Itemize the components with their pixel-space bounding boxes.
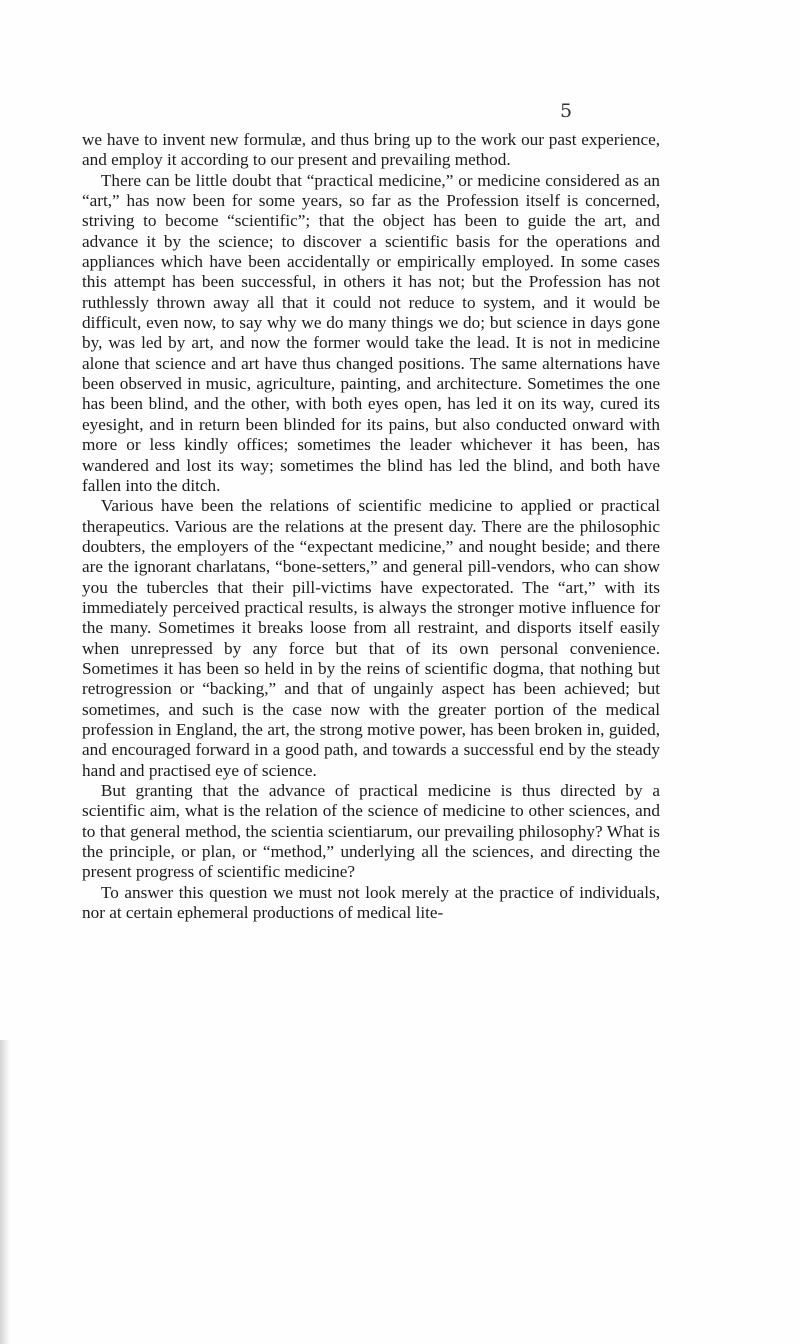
page-number: 5 xyxy=(560,100,573,122)
paragraph-continuation: we have to invent new formulæ, and thus bring up to the work our past experience, and employ it according to our present and prevailing method. xyxy=(82,130,660,170)
body-text xyxy=(82,130,660,923)
binding-shadow xyxy=(0,1040,10,1344)
paragraph-relations: Various have been the relations of scientific medicine to applied or practical therapeutics. Various are the relations at the present day. There are the philosophic doubters, the employers of the “expectant medicine,” and nought beside; and there are the ignorant charlatans, “bone-setters,” and general pill-vendors, who can show you the tubercles that their pill-victims have expectorated. The “art,” with its immediately perceived practical results, is always the stronger motive influence for the many. Sometimes it breaks loose from all restraint, and disports itself easily when unrepressed by any force but that of its own personal convenience. Sometimes it has been so held in by the reins of scientific dogma, that nothing but retrogression or “backing,” and that of ungainly aspect has been achieved; but sometimes, and such is the case now with the greater portion of the medical profession in England, the art, the strong motive power, has been broken in, guided, and encouraged forward in a good path, and towards a successful end by the steady hand and practised eye of science. xyxy=(82,496,660,780)
paragraph-practical-medicine: There can be little doubt that “practical medicine,” or medicine considered as an “art,” has now been for some years, so far as the Profession itself is concerned, striving to become “scientific”; that the object has been to guide the art, and advance it by the science; to discover a scientific basis for the operations and appliances which have been accidentally or empirically employed. In some cases this attempt has been successful, in others it has not; but the Profession has not ruthlessly thrown away all that it could not reduce to system, and it would be difficult, even now, to say why we do many things we do; but science in days gone by, was led by art, and now the former would take the lead. It is not in medicine alone that science and art have thus changed positions. The same alternations have been observed in music, agriculture, painting, and architecture. Sometimes the one has been blind, and the other, with both eyes open, has led it on its way, cured its eyesight, and in return been blinded for its pains, but also conducted onward with more or less kindly offices; sometimes the leader whichever it has been, has wandered and lost its way; sometimes the blind has led the blind, and both have fallen into the ditch. xyxy=(82,170,660,495)
paragraph-answer: To answer this question we must not look merely at the practice of individuals, nor at certain ephemeral productions of medical lite- xyxy=(82,882,660,923)
paragraph-scientific-aim: But granting that the advance of practical medicine is thus directed by a scientific aim, what is the relation of the science of medicine to other sciences, and to that general method, the scientia scientiarum, our prevailing philosophy? What is the principle, or plan, or “method,” underlying all the sciences, and directing the present progress of scientific medicine? xyxy=(82,781,660,882)
